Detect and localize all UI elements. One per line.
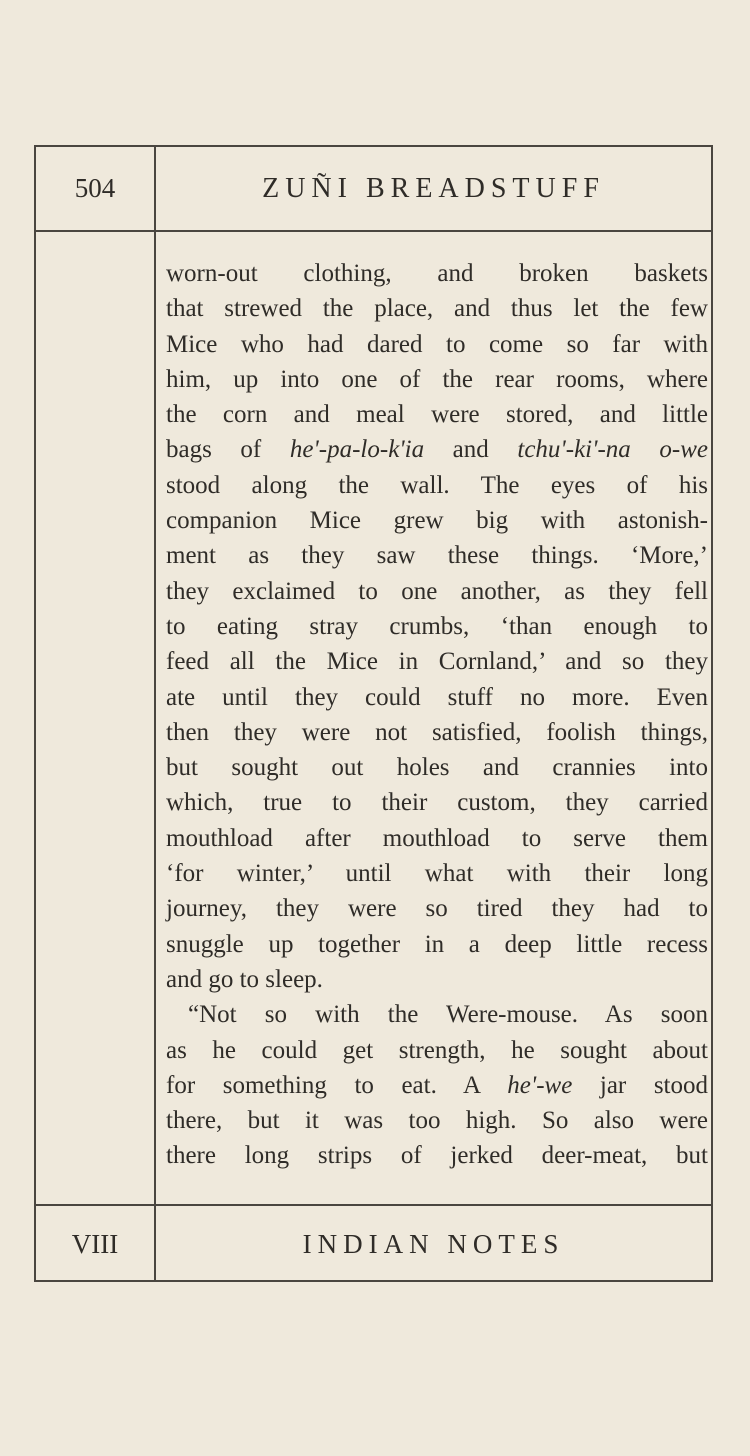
text-line: “Not so with the Were-mouse. As soon [188, 1001, 708, 1029]
text-span: jar stood [572, 1071, 708, 1099]
italic-term: he'-we [507, 1071, 573, 1099]
text-line: and go to sleep. [166, 965, 323, 993]
text-line: to eating stray crumbs, ‘than enough to [166, 612, 708, 640]
text-line: mouthload after mouthload to serve them [166, 824, 708, 852]
text-line: journey, they were so tired they had to [166, 895, 708, 923]
footer-volume-number: VIII [71, 1228, 119, 1259]
text-line: which, true to their custom, they carried [166, 789, 708, 817]
text-line: as he could get strength, he sought about [166, 1036, 708, 1064]
body-text [166, 256, 708, 1174]
text-line: ‘for winter,’ until what with their long [166, 860, 708, 888]
text-line: snuggle up together in a deep little recess [166, 930, 708, 958]
margin-column-rule [154, 147, 156, 1280]
text-span: bags of [166, 436, 290, 464]
text-line: him, up into one of the rear rooms, where [166, 365, 708, 393]
text-line: but sought out holes and crannies into [166, 754, 708, 782]
running-head-title: ZUÑI BREADSTUFF [262, 172, 605, 204]
page-frame [34, 145, 713, 1282]
text-line: there, but it was too high. So also were [166, 1107, 708, 1135]
text-line: ate until they could stuff no more. Even [166, 683, 708, 711]
text-line: stood along the wall. The eyes of his [166, 471, 708, 499]
text-line: companion Mice grew big with astonish- [166, 507, 708, 535]
italic-term: tchu'-ki'-na o-we [517, 436, 708, 464]
text-line: feed all the Mice in Cornland,’ and so they [166, 648, 708, 676]
text-span: for something to eat. A [166, 1071, 508, 1099]
text-line [166, 1068, 708, 1103]
text-line [166, 432, 708, 467]
text-line: the corn and meal were stored, and little [166, 401, 708, 429]
text-line: there long strips of jerked deer-meat, but [166, 1142, 708, 1170]
italic-term: he'-pa-lo-k'ia [289, 436, 425, 464]
text-line: they exclaimed to one another, as they fell [166, 577, 708, 605]
header-rule [36, 230, 711, 232]
text-line: that strewed the place, and thus let the few [166, 295, 708, 323]
text-line: ment as they saw these things. ‘More,’ [166, 542, 708, 570]
text-line: then they were not satisfied, foolish things, [166, 718, 708, 746]
text-line: worn-out clothing, and broken baskets [166, 260, 708, 287]
text-span: and [424, 436, 518, 464]
footer-series-title: INDIAN NOTES [302, 1228, 565, 1259]
page-number: 504 [74, 173, 116, 203]
text-line: Mice who had dared to come so far with [166, 330, 708, 358]
